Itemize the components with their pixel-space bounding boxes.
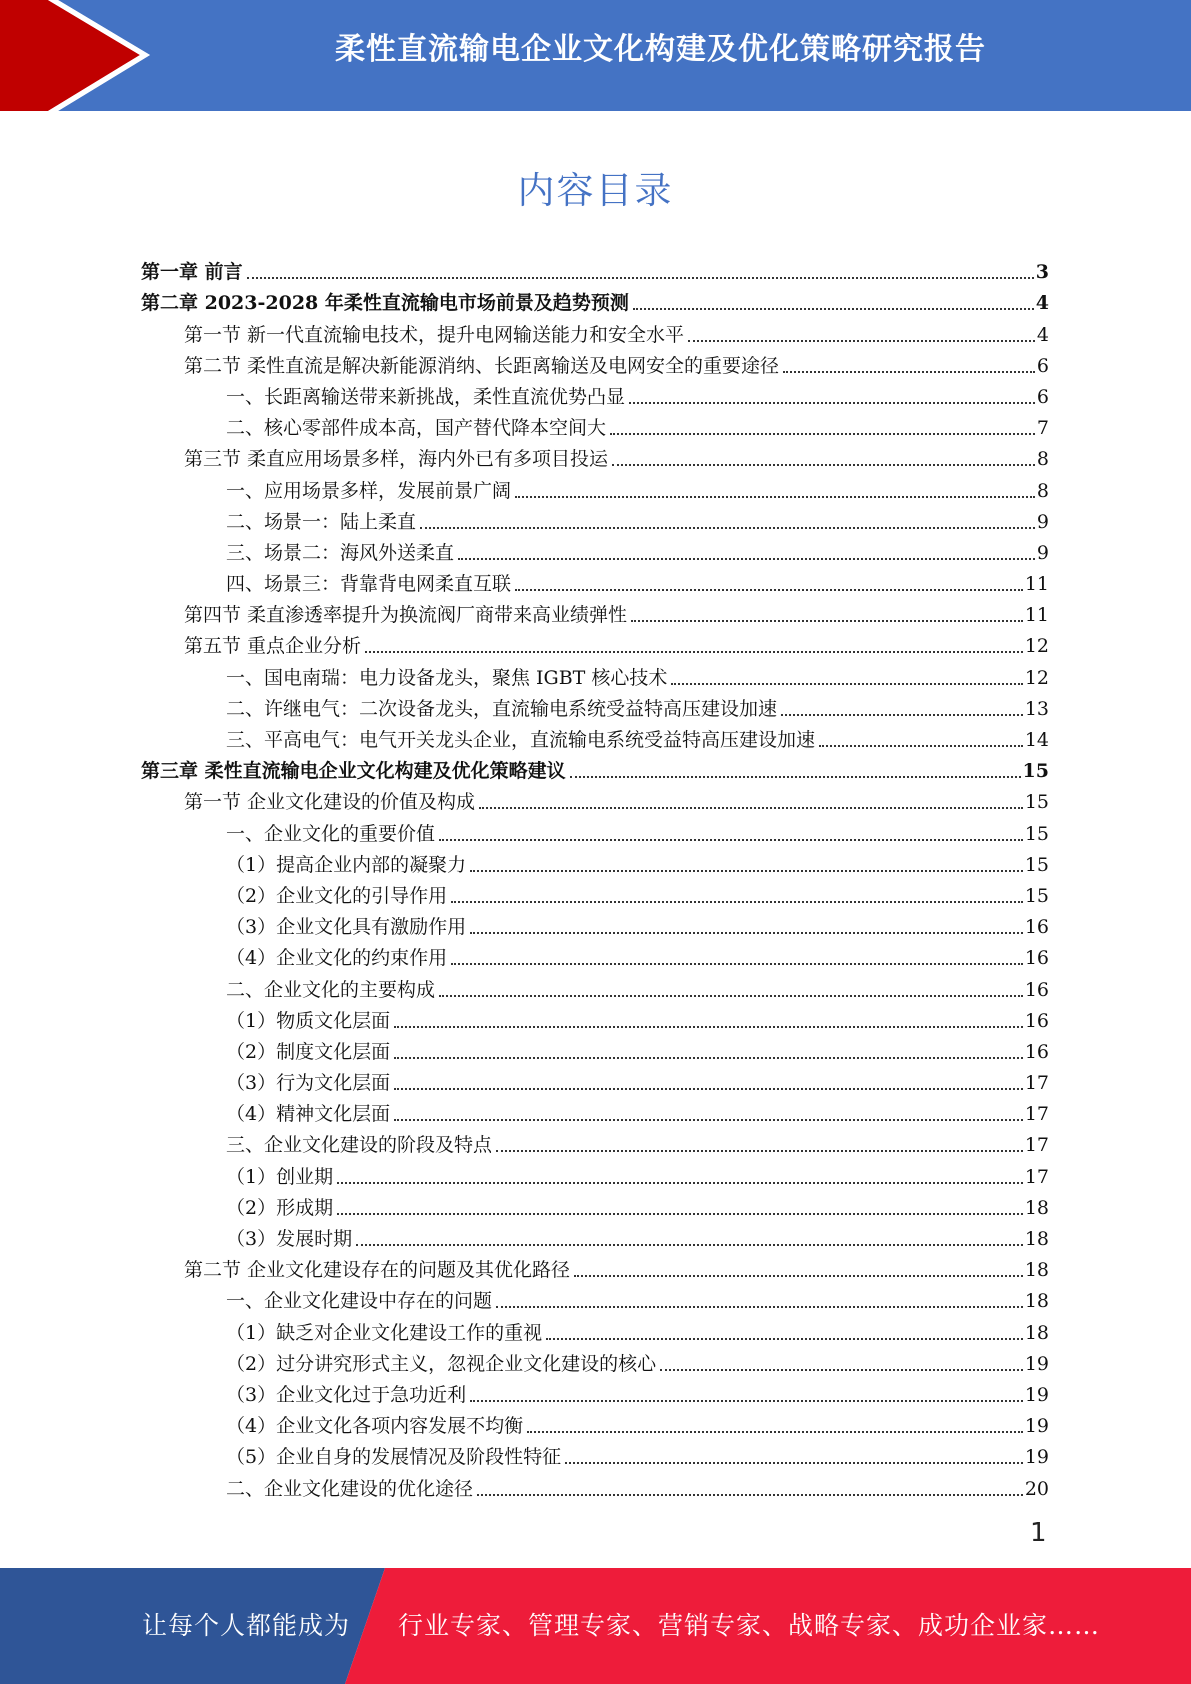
table-of-contents: [141, 253, 1049, 1501]
toc-entry-page: 8: [1036, 448, 1049, 471]
toc-entry-page: 15: [1022, 760, 1049, 783]
toc-dot-leader: [629, 401, 1035, 404]
toc-entry-text: （3）企业文化过于急功近利: [226, 1383, 467, 1406]
toc-entry[interactable]: [141, 939, 1049, 970]
toc-entry-text: （2）过分讲究形式主义，忽视企业文化建设的核心: [226, 1352, 657, 1375]
toc-entry-text: 一、国电南瑞：电力设备龙头，聚焦 IGBT 核心技术: [226, 666, 668, 689]
toc-entry-page: 3: [1035, 261, 1049, 284]
toc-entry-page: 20: [1024, 1477, 1049, 1500]
toc-entry-text: 一、企业文化建设中存在的问题: [226, 1290, 493, 1313]
toc-dot-leader: [394, 1025, 1023, 1028]
toc-entry-text: 二、场景一：陆上柔直: [226, 510, 417, 533]
toc-entry-page: 4: [1035, 292, 1049, 315]
toc-entry[interactable]: [141, 378, 1049, 409]
toc-dot-leader: [612, 463, 1035, 466]
toc-entry-page: 9: [1036, 510, 1049, 533]
toc-entry-text: （2）企业文化的引导作用: [226, 884, 448, 907]
toc-entry[interactable]: [141, 1126, 1049, 1157]
toc-entry-text: 第三节 柔直应用场景多样，海内外已有多项目投运: [184, 448, 609, 471]
toc-entry-text: 一、企业文化的重要价值: [226, 822, 436, 845]
toc-entry[interactable]: [141, 1220, 1049, 1251]
toc-entry[interactable]: [141, 1033, 1049, 1064]
toc-entry-text: （4）企业文化各项内容发展不均衡: [226, 1415, 524, 1438]
toc-dot-leader: [451, 900, 1023, 903]
toc-entry-text: 二、企业文化的主要构成: [226, 978, 436, 1001]
toc-dot-leader: [660, 1368, 1023, 1371]
toc-entry[interactable]: [141, 565, 1049, 596]
toc-entry[interactable]: [141, 596, 1049, 627]
toc-dot-leader: [337, 1212, 1023, 1215]
toc-entry-text: （2）制度文化层面: [226, 1040, 391, 1063]
toc-entry-page: 16: [1024, 1040, 1049, 1063]
toc-entry-text: 第一节 企业文化建设的价值及构成: [184, 791, 476, 814]
toc-entry-page: 9: [1036, 541, 1049, 564]
toc-dot-leader: [477, 1493, 1023, 1496]
toc-entry[interactable]: [141, 783, 1049, 814]
toc-entry[interactable]: [141, 503, 1049, 534]
toc-dot-leader: [439, 838, 1023, 841]
toc-dot-leader: [570, 775, 1021, 778]
toc-entry-page: 19: [1024, 1383, 1049, 1406]
toc-dot-leader: [356, 1243, 1023, 1246]
toc-entry[interactable]: [141, 1157, 1049, 1188]
toc-entry-page: 17: [1024, 1165, 1049, 1188]
toc-entry[interactable]: [141, 752, 1049, 783]
toc-entry[interactable]: [141, 534, 1049, 565]
toc-entry-text: 三、企业文化建设的阶段及特点: [226, 1134, 493, 1157]
toc-entry-page: 18: [1024, 1259, 1049, 1282]
toc-dot-leader: [496, 1305, 1023, 1308]
toc-entry-text: 二、许继电气：二次设备龙头，直流输电系统受益特高压建设加速: [226, 697, 778, 720]
page-number: 1: [1030, 1518, 1047, 1548]
toc-dot-leader: [527, 1430, 1023, 1433]
toc-entry-page: 7: [1036, 417, 1049, 440]
toc-entry-text: （4）企业文化的约束作用: [226, 947, 448, 970]
toc-entry-text: 第三章 柔性直流输电企业文化构建及优化策略建议: [141, 760, 566, 783]
toc-dot-leader: [479, 806, 1023, 809]
header-title: 柔性直流输电企业文化构建及优化策略研究报告: [335, 32, 986, 67]
footer-banner: [0, 1568, 1191, 1684]
toc-dot-leader: [574, 1274, 1023, 1277]
toc-entry-page: 12: [1024, 666, 1049, 689]
toc-entry[interactable]: [141, 1251, 1049, 1282]
toc-dot-leader: [394, 1118, 1023, 1121]
toc-entry[interactable]: [141, 1469, 1049, 1500]
toc-entry-page: 16: [1024, 916, 1049, 939]
toc-entry-page: 8: [1036, 479, 1049, 502]
toc-entry-page: 15: [1024, 791, 1049, 814]
toc-entry-page: 18: [1024, 1228, 1049, 1250]
toc-entry-page: 15: [1024, 884, 1049, 907]
toc-dot-leader: [394, 1056, 1023, 1059]
header-banner: [0, 0, 1191, 111]
toc-entry-page: 18: [1024, 1321, 1049, 1344]
toc-dot-leader: [337, 1181, 1023, 1184]
toc-entry[interactable]: [141, 315, 1049, 346]
toc-entry-text: 一、应用场景多样，发展前景广阔: [226, 479, 512, 502]
toc-dot-leader: [420, 526, 1035, 529]
toc-dot-leader: [439, 994, 1023, 997]
toc-entry-page: 16: [1024, 978, 1049, 1001]
toc-dot-leader: [781, 713, 1023, 716]
toc-entry[interactable]: [141, 1064, 1049, 1095]
toc-entry[interactable]: [141, 1345, 1049, 1376]
toc-entry-text: 三、场景二：海风外送柔直: [226, 541, 455, 564]
toc-entry-page: 19: [1024, 1415, 1049, 1438]
toc-entry-text: （3）企业文化具有激励作用: [226, 916, 467, 939]
toc-dot-leader: [470, 869, 1023, 872]
toc-entry-text: 第二节 柔性直流是解决新能源消纳、长距离输送及电网安全的重要途径: [184, 354, 780, 377]
footer-slogan-left: 让每个人都能成为: [142, 1611, 351, 1640]
toc-entry-page: 17: [1024, 1103, 1049, 1126]
toc-entry-text: （5）企业自身的发展情况及阶段性特征: [226, 1446, 562, 1469]
toc-entry-page: 6: [1036, 354, 1049, 377]
toc-entry[interactable]: [141, 1002, 1049, 1033]
toc-entry[interactable]: [141, 1282, 1049, 1313]
toc-dot-leader: [631, 619, 1023, 622]
toc-entry[interactable]: [141, 1189, 1049, 1220]
toc-dot-leader: [515, 588, 1023, 591]
toc-entry-text: 二、核心零部件成本高，国产替代降本空间大: [226, 417, 607, 440]
toc-entry-text: 第二节 企业文化建设存在的问题及其优化路径: [184, 1259, 571, 1282]
toc-entry-text: 第二章 2023-2028 年柔性直流输电市场前景及趋势预测: [141, 292, 629, 315]
toc-entry-text: 四、场景三：背靠背电网柔直互联: [226, 573, 512, 596]
toc-dot-leader: [688, 339, 1035, 342]
toc-entry[interactable]: [141, 721, 1049, 752]
toc-entry-page: 19: [1024, 1446, 1049, 1469]
toc-dot-leader: [671, 682, 1022, 685]
toc-dot-leader: [819, 744, 1023, 747]
toc-entry-text: 一、长距离输送带来新挑战，柔性直流优势凸显: [226, 385, 626, 408]
toc-entry-text: （1）物质文化层面: [226, 1009, 391, 1032]
toc-entry[interactable]: [141, 284, 1049, 315]
toc-entry[interactable]: [141, 471, 1049, 502]
toc-entry-page: 15: [1024, 853, 1049, 876]
toc-entry-text: 三、平高电气：电气开关龙头企业，直流输电系统受益特高压建设加速: [226, 729, 816, 751]
toc-entry[interactable]: [141, 440, 1049, 471]
toc-entry-page: 19: [1024, 1352, 1049, 1375]
footer-slogan-right: 行业专家、管理专家、营销专家、战略专家、成功企业家……: [398, 1611, 1101, 1640]
toc-entry-page: 15: [1024, 822, 1049, 845]
toc-dot-leader: [515, 495, 1035, 498]
toc-dot-leader: [783, 370, 1035, 373]
toc-entry[interactable]: [141, 627, 1049, 658]
toc-entry-text: 第一章 前言: [141, 261, 243, 284]
header-arrow-icon: [0, 0, 160, 111]
toc-entry-text: 第四节 柔直渗透率提升为换流阀厂商带来高业绩弹性: [184, 604, 628, 627]
toc-dot-leader: [365, 650, 1023, 653]
toc-dot-leader: [565, 1461, 1023, 1464]
toc-entry[interactable]: [141, 1438, 1049, 1469]
toc-dot-leader: [458, 557, 1035, 560]
toc-dot-leader: [451, 962, 1023, 965]
toc-entry-text: 第五节 重点企业分析: [184, 635, 362, 658]
toc-entry-page: 16: [1024, 947, 1049, 970]
toc-entry[interactable]: [141, 1095, 1049, 1126]
toc-dot-leader: [247, 276, 1034, 279]
toc-entry-page: 13: [1024, 697, 1049, 720]
toc-entry[interactable]: [141, 846, 1049, 877]
toc-entry-page: 14: [1024, 729, 1049, 751]
toc-dot-leader: [610, 432, 1035, 435]
toc-entry-text: 第一节 新一代直流输电技术，提升电网输送能力和安全水平: [184, 323, 685, 346]
toc-entry[interactable]: [141, 908, 1049, 939]
toc-dot-leader: [470, 1399, 1023, 1402]
toc-entry[interactable]: [141, 658, 1049, 689]
toc-entry[interactable]: [141, 970, 1049, 1001]
toc-entry-text: （3）发展时期: [226, 1228, 353, 1250]
toc-entry[interactable]: [141, 1376, 1049, 1407]
toc-entry-text: （1）提高企业内部的凝聚力: [226, 853, 467, 876]
toc-entry-page: 18: [1024, 1196, 1049, 1219]
toc-entry[interactable]: [141, 347, 1049, 378]
toc-entry-page: 11: [1024, 604, 1049, 627]
toc-entry-text: （1）创业期: [226, 1165, 334, 1188]
toc-dot-leader: [633, 307, 1034, 310]
toc-entry-page: 11: [1024, 573, 1049, 596]
toc-dot-leader: [470, 931, 1023, 934]
toc-entry[interactable]: [141, 253, 1049, 284]
toc-dot-leader: [496, 1149, 1023, 1152]
toc-entry[interactable]: [141, 877, 1049, 908]
toc-dot-leader: [394, 1087, 1023, 1090]
toc-entry-page: 6: [1036, 385, 1049, 408]
toc-entry[interactable]: [141, 409, 1049, 440]
toc-entry-text: （1）缺乏对企业文化建设工作的重视: [226, 1321, 543, 1344]
toc-entry-text: （2）形成期: [226, 1196, 334, 1219]
toc-entry-page: 4: [1036, 323, 1049, 346]
toc-dot-leader: [546, 1337, 1023, 1340]
toc-entry-page: 17: [1024, 1072, 1049, 1095]
toc-entry[interactable]: [141, 1313, 1049, 1344]
toc-entry-page: 17: [1024, 1134, 1049, 1157]
toc-entry-page: 16: [1024, 1009, 1049, 1032]
toc-entry[interactable]: [141, 690, 1049, 721]
toc-entry[interactable]: [141, 1407, 1049, 1438]
toc-entry-page: 18: [1024, 1290, 1049, 1313]
toc-entry[interactable]: [141, 814, 1049, 845]
toc-entry-text: （3）行为文化层面: [226, 1072, 391, 1095]
toc-entry-page: 12: [1024, 635, 1049, 658]
toc-entry-text: （4）精神文化层面: [226, 1103, 391, 1126]
toc-title: 内容目录: [517, 169, 674, 212]
toc-entry-text: 二、企业文化建设的优化途径: [226, 1477, 474, 1500]
